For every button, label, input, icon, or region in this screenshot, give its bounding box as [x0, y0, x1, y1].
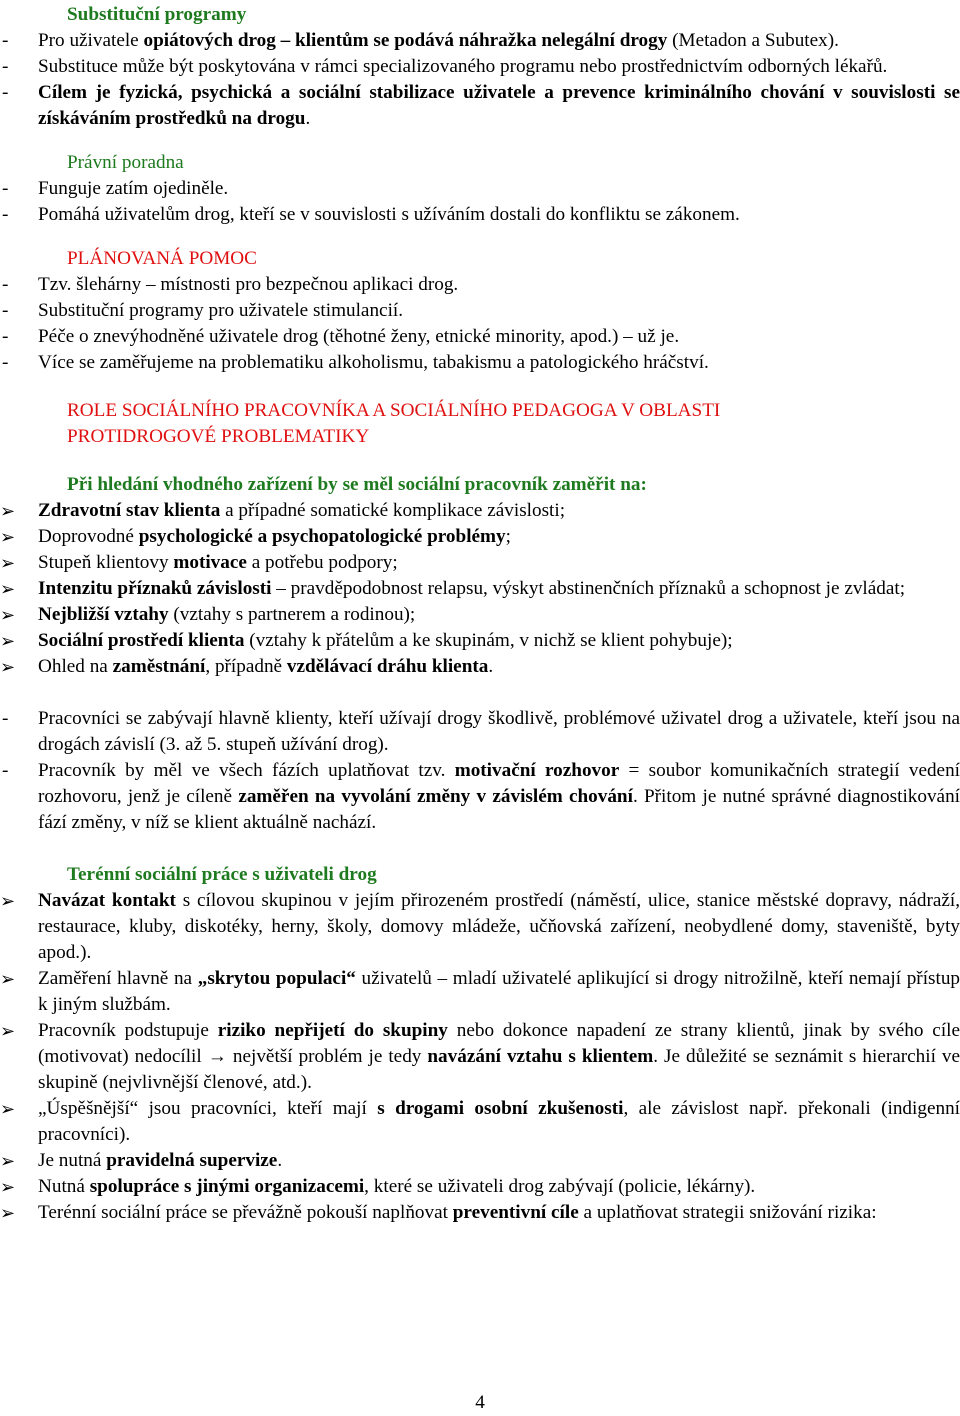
list-item: ➢ Navázat kontakt s cílovou skupinou v jejím přirozeném prostředí (náměstí, ulice, stanice městské dopravy, nádraží, restaurace, kluby, diskotéky, herny, školy, domovy mládeže, učňovská zařízení, neobydlené domy, staveniště, byty apod.). — [0, 890, 960, 963]
list-item: ➢ Zaměření hlavně na „skrytou populaci“ uživatelů – mladí uživatelé aplikující si drogy nitrožilně, kteří nemají přístup k jiným službám. — [0, 968, 960, 1015]
arrow-bullet-icon: ➢ — [0, 579, 16, 599]
arrow-bullet-icon: ➢ — [0, 1099, 16, 1119]
heading-planned-help: PLÁNOVANÁ POMOC — [67, 248, 257, 269]
list-item: ➢ Doprovodné psychologické a psychopatologické problémy; — [0, 524, 960, 550]
dash-marker: - — [2, 82, 9, 103]
list-item: - Pomáhá uživatelům drog, kteří se v souvislosti s užíváním dostali do konfliktu se zákonem. — [0, 202, 960, 228]
arrow-bullet-icon: ➢ — [0, 1203, 16, 1223]
heading-substitution-programs: Substituční programy — [67, 4, 247, 25]
page-number: 4 — [475, 1392, 485, 1413]
dash-marker: - — [2, 30, 9, 51]
list-item: ➢ Nutná spolupráce s jinými organizacemi, které se uživateli drog zabývají (policie, lékárny). — [0, 1174, 960, 1200]
dash-marker: - — [2, 56, 9, 77]
dash-marker: - — [2, 178, 9, 199]
dash-marker: - — [2, 326, 9, 347]
arrow-bullet-icon: ➢ — [0, 969, 16, 989]
list-item: - Pro uživatele opiátových drog – klientům se podává náhražka nelegální drogy (Metadon a Subutex). — [0, 28, 960, 54]
list-item: ➢ Zdravotní stav klienta a případné somatické komplikace závislosti; — [0, 498, 960, 524]
arrow-bullet-icon: ➢ — [0, 1021, 16, 1041]
list-item: - Substituční programy pro uživatele stimulancií. — [0, 298, 960, 324]
list-item: ➢ Pracovník podstupuje riziko nepřijetí do skupiny nebo dokonce napadení ze strany klientů, jinak by svého cíle (motivovat) nedocílil → největší problém je tedy navázání vztahu s klientem. Je důležité se seznámit s hierarchií ve skupině (nejvlivnější členové, atd.). — [0, 1020, 960, 1093]
list-item: ➢ „Úspěšnější“ jsou pracovníci, kteří mají s drogami osobní zkušenosti, ale závislost např. překonali (indigenní pracovníci). — [0, 1098, 960, 1145]
list-item: - Pracovník by měl ve všech fázích uplatňovat tzv. motivační rozhovor = soubor komunikačních strategií vedení rozhovoru, jenž je cíleně zaměřen na vyvolání změny v závislém chování. Přitom je nutné správné diagnostikování fází změny, v níž se klient aktuálně nachází. — [2, 760, 960, 833]
list-item: - Více se zaměřujeme na problematiku alkoholismu, tabakismu a patologického hráčství. — [0, 350, 960, 376]
list-item: ➢ Sociální prostředí klienta (vztahy k přátelům a ke skupinám, v nichž se klient pohybuje); — [0, 628, 960, 654]
list-item: ➢ Nejbližší vztahy (vztahy s partnerem a rodinou); — [0, 602, 960, 628]
list-item: - Substituce může být poskytována v rámci specializovaného programu nebo prostřednictvím odborných lékařů. — [0, 54, 960, 80]
dash-marker: - — [2, 708, 9, 729]
arrow-bullet-icon: ➢ — [0, 631, 16, 651]
arrow-bullet-icon: ➢ — [0, 1177, 16, 1197]
arrow-bullet-icon: ➢ — [0, 553, 16, 573]
dash-marker: - — [2, 352, 9, 373]
list-item: - Pracovníci se zabývají hlavně klienty, kteří užívají drogy škodlivě, problémové uživatel drog a uživatele, kteří jsou na drogách závislí (3. až 5. stupeň užívání drog). — [2, 708, 960, 755]
list-item: - Péče o znevýhodněné uživatele drog (těhotné ženy, etnické minority, apod.) – už je. — [0, 324, 960, 350]
arrow-bullet-icon: ➢ — [0, 891, 16, 911]
heading-role-title-line2: PROTIDROGOVÉ PROBLEMATIKY — [67, 426, 370, 447]
list-item: ➢ Terénní sociální práce se převážně pokouší naplňovat preventivní cíle a uplatňovat strategii snižování rizika: — [0, 1200, 960, 1226]
dash-marker: - — [2, 760, 9, 781]
arrow-bullet-icon: ➢ — [0, 657, 16, 677]
heading-legal-counseling: Právní poradna — [67, 152, 184, 173]
dash-marker: - — [2, 300, 9, 321]
list-item: ➢ Je nutná pravidelná supervize. — [0, 1148, 960, 1174]
list-item: - Funguje zatím ojediněle. — [0, 176, 960, 202]
list-item: ➢ Ohled na zaměstnání, případně vzdělávací dráhu klienta. — [0, 654, 960, 680]
list-item: ➢ Stupeň klientovy motivace a potřebu podpory; — [0, 550, 960, 576]
arrow-bullet-icon: ➢ — [0, 1151, 16, 1171]
dash-marker: - — [2, 274, 9, 295]
list-item: ➢ Intenzitu příznaků závislosti – pravděpodobnost relapsu, výskyt abstinenčních příznaků a schopnost je zvládat; — [0, 576, 960, 602]
list-item: - Cílem je fyzická, psychická a sociální stabilizace uživatele a prevence kriminálního chování v souvislosti se získáváním prostředků na drogu. — [2, 82, 960, 129]
arrow-bullet-icon: ➢ — [0, 501, 16, 521]
heading-role-title-line1: ROLE SOCIÁLNÍHO PRACOVNÍKA A SOCIÁLNÍHO PEDAGOGA V OBLASTI — [67, 400, 721, 421]
heading-field-social-work: Terénní sociální práce s uživateli drog — [67, 864, 377, 885]
arrow-bullet-icon: ➢ — [0, 527, 16, 547]
dash-marker: - — [2, 204, 9, 225]
list-item: - Tzv. šlehárny – místnosti pro bezpečnou aplikaci drog. — [0, 272, 960, 298]
arrow-bullet-icon: ➢ — [0, 605, 16, 625]
heading-facility-criteria: Při hledání vhodného zařízení by se měl sociální pracovník zaměřit na: — [67, 474, 647, 495]
